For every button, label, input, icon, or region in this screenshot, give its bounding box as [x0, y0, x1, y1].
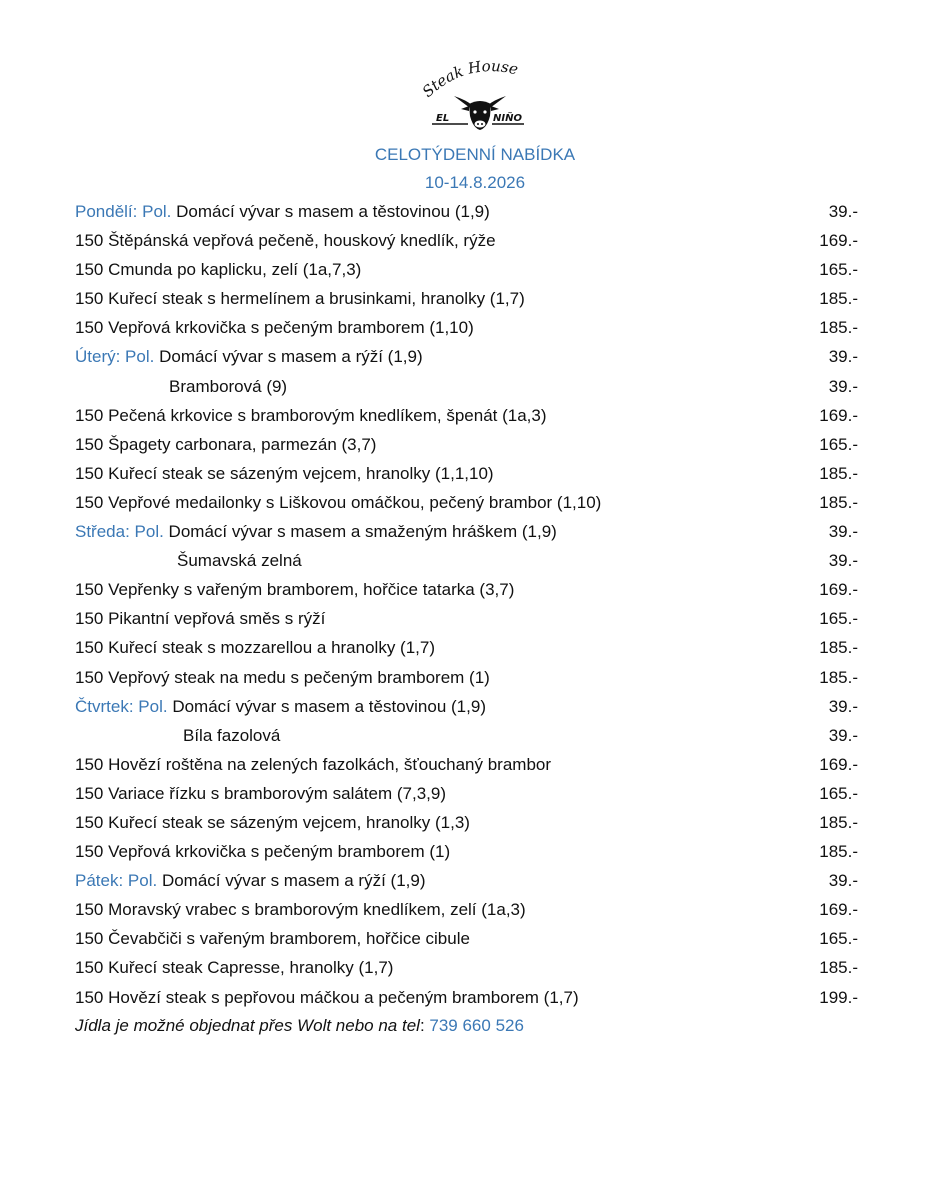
- item-text: [75, 697, 486, 716]
- item-price: 165.-: [819, 434, 858, 454]
- list-item: [75, 866, 865, 895]
- item-price: 39.-: [828, 725, 858, 745]
- item-price: 39.-: [828, 376, 858, 396]
- logo-left-text: EL: [436, 113, 450, 124]
- dish-name: 150 Vepřové medailonky s Liškovou omáčkou, pečený brambor (1,10): [75, 492, 602, 512]
- item-price: 185.-: [819, 667, 858, 687]
- item-price: 185.-: [819, 463, 858, 483]
- item-text: [75, 347, 423, 366]
- menu-dates: 10-14.8.2026: [424, 173, 526, 192]
- phone-number: 739 660 526: [429, 1016, 524, 1035]
- dish-name: 150 Kuřecí steak s hermelínem a brusinkami, hranolky (1,7): [75, 289, 525, 309]
- item-price: 199.-: [819, 987, 858, 1007]
- item-price: 185.-: [819, 289, 858, 309]
- item-price: 39.-: [828, 522, 858, 542]
- order-note-separator: :: [419, 1016, 430, 1035]
- item-price: 185.-: [819, 812, 858, 832]
- dish-name: 150 Hovězí roštěna na zelených fazolkách, šťouchaný brambor: [75, 754, 552, 774]
- list-item: [75, 895, 865, 924]
- item-price: 169.-: [819, 900, 858, 920]
- order-note: [75, 1011, 524, 1040]
- dish-name: 150 Vepřová krkovička s pečeným bramborem (1): [75, 842, 451, 862]
- item-price: 39.-: [828, 551, 858, 571]
- soup-name: Domácí vývar s masem a těstovinou (1,9): [167, 696, 486, 716]
- item-price: 169.-: [819, 405, 858, 425]
- dish-name: 150 Kuřecí steak se sázeným vejcem, hranolky (1,3): [75, 812, 470, 832]
- soup-name: Bíla fazolová: [183, 725, 281, 745]
- dish-name: 150 Vepřová krkovička s pečeným bramborem (1,10): [75, 318, 474, 338]
- item-price: 169.-: [819, 754, 858, 774]
- logo-arc-text: Steak House: [418, 60, 520, 101]
- list-item: [75, 663, 865, 692]
- dish-name: 150 Kuřecí steak Capresse, hranolky (1,7): [75, 958, 394, 978]
- dish-name: 150 Pečená krkovice s bramborovým knedlíkem, špenát (1a,3): [75, 405, 547, 425]
- item-price: 165.-: [819, 783, 858, 803]
- item-price: 39.-: [828, 871, 858, 891]
- item-price: 185.-: [819, 318, 858, 338]
- item-text: [75, 202, 490, 221]
- menu-list: [75, 197, 865, 1012]
- list-item: [75, 255, 865, 284]
- item-text: [75, 871, 426, 890]
- list-item: [75, 575, 865, 604]
- list-item: [75, 342, 865, 371]
- list-item: [75, 924, 865, 953]
- soup-name: Domácí vývar s masem a rýží (1,9): [157, 871, 426, 891]
- item-price: 39.-: [828, 347, 858, 367]
- dish-name: 150 Hovězí steak s pepřovou máčkou a pečeným bramborem (1,7): [75, 987, 579, 1007]
- menu-title: CELOTÝDENNÍ NABÍDKA: [374, 145, 576, 164]
- dish-name: 150 Vepřenky s vařeným bramborem, hořčice tatarka (3,7): [75, 580, 515, 600]
- logo-right-text: NIÑO: [493, 113, 522, 124]
- item-price: 165.-: [819, 929, 858, 949]
- day-label-thursday: Čtvrtek: Pol.: [75, 696, 168, 716]
- item-price: 185.-: [819, 842, 858, 862]
- dish-name: 150 Kuřecí steak s mozzarellou a hranolky (1,7): [75, 638, 436, 658]
- dish-name: 150 Špagety carbonara, parmezán (3,7): [75, 434, 377, 454]
- day-label-friday: Pátek: Pol.: [75, 871, 158, 891]
- soup-name: Domácí vývar s masem a rýží (1,9): [154, 347, 423, 367]
- list-item: [75, 692, 865, 721]
- list-item: [75, 983, 865, 1012]
- soup-name: Bramborová (9): [169, 376, 288, 396]
- item-price: 185.-: [819, 638, 858, 658]
- item-price: 185.-: [819, 958, 858, 978]
- list-item: [75, 546, 865, 575]
- list-item: [75, 750, 865, 779]
- item-price: 165.-: [819, 260, 858, 280]
- list-item: [75, 284, 865, 313]
- list-item: [75, 953, 865, 982]
- list-item: [75, 604, 865, 633]
- order-note-text: Jídla je možné objednat přes Wolt nebo na tel: [75, 1016, 420, 1035]
- list-item: [75, 313, 865, 342]
- list-item: [75, 488, 865, 517]
- item-price: 39.-: [828, 202, 858, 221]
- list-item: [75, 226, 865, 255]
- item-price: 169.-: [819, 231, 858, 251]
- dish-name: 150 Kuřecí steak se sázeným vejcem, hranolky (1,1,10): [75, 463, 494, 483]
- dish-name: 150 Štěpánská vepřová pečeně, houskový knedlík, rýže: [75, 231, 496, 251]
- list-item: [75, 372, 865, 401]
- item-price: 165.-: [819, 609, 858, 629]
- list-item: [75, 808, 865, 837]
- list-item: [75, 633, 865, 662]
- item-price: 185.-: [819, 492, 858, 512]
- list-item: [75, 401, 865, 430]
- day-label-wednesday: Středa: Pol.: [75, 522, 164, 542]
- item-price: 39.-: [828, 696, 858, 716]
- list-item: [75, 837, 865, 866]
- soup-name: Šumavská zelná: [177, 551, 302, 571]
- list-item: [75, 517, 865, 546]
- list-item: [75, 721, 865, 750]
- day-label-tuesday: Úterý: Pol.: [75, 347, 155, 367]
- dish-name: 150 Vepřový steak na medu s pečeným bramborem (1): [75, 667, 490, 687]
- item-price: 169.-: [819, 580, 858, 600]
- item-text: [75, 522, 557, 541]
- dish-name: 150 Pikantní vepřová směs s rýží: [75, 609, 326, 629]
- list-item: [75, 430, 865, 459]
- list-item: [75, 459, 865, 488]
- day-label-monday: Pondělí: Pol.: [75, 202, 172, 221]
- dish-name: 150 Čevabčiči s vařeným bramborem, hořčice cibule: [75, 929, 470, 949]
- list-item: [75, 197, 865, 226]
- dish-name: 150 Moravský vrabec s bramborovým knedlíkem, zelí (1a,3): [75, 900, 526, 920]
- list-item: [75, 779, 865, 808]
- dish-name: 150 Variace řízku s bramborovým salátem (7,3,9): [75, 783, 446, 803]
- dish-name: 150 Cmunda po kaplicku, zelí (1a,7,3): [75, 260, 362, 280]
- soup-name: Domácí vývar s masem a smaženým hráškem (1,9): [163, 522, 557, 542]
- soup-name: Domácí vývar s masem a těstovinou (1,9): [171, 202, 490, 221]
- steak-house-logo: [414, 60, 546, 136]
